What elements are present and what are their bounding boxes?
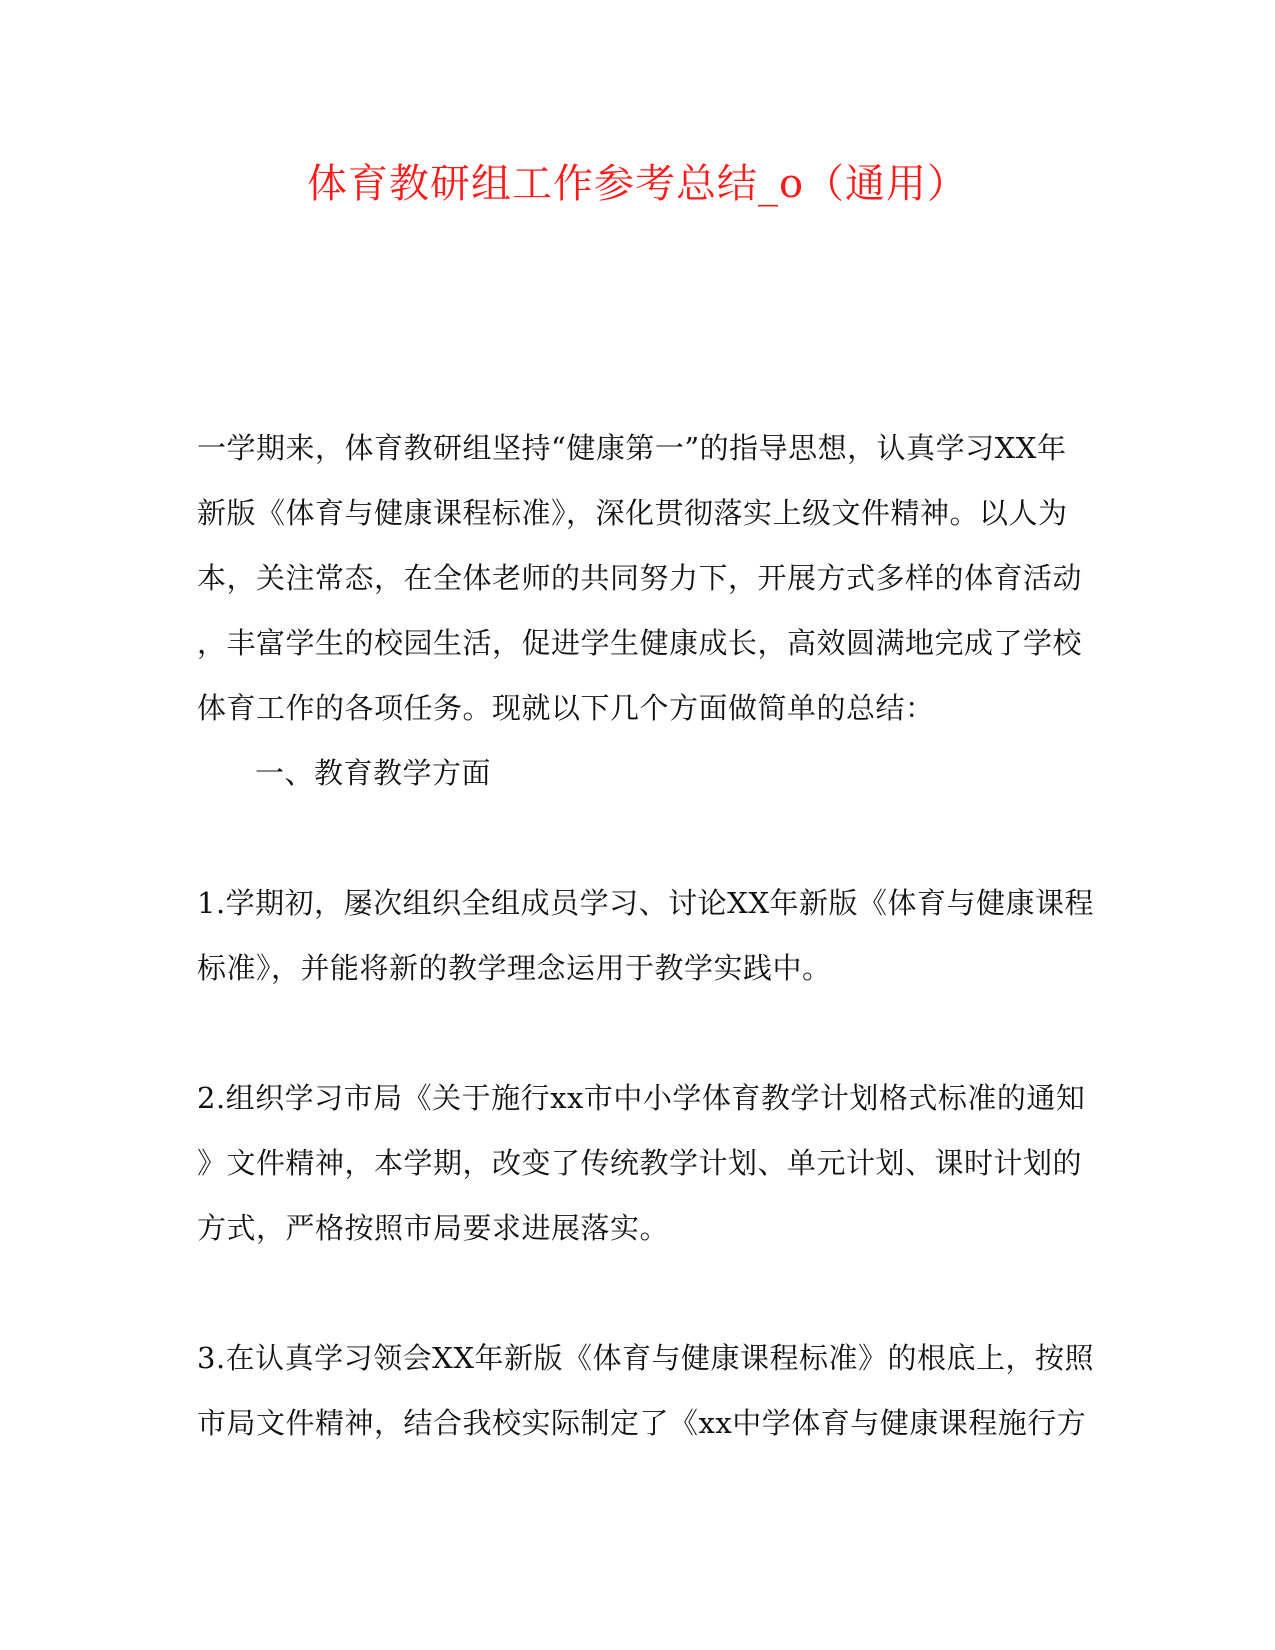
item-2-line: 2.组织学习市局《关于施行xx市中小学体育教学计划格式标准的通知	[197, 1081, 1086, 1115]
item-1-line: 1.学期初，屡次组织全组成员学习、讨论XX年新版《体育与健康课程	[197, 886, 1094, 920]
intro-line: ，丰富学生的校园生活，促进学生健康成长，高效圆满地完成了学校	[197, 626, 1083, 660]
item-2-line: 》文件精神，本学期，改变了传统教学计划、单元计划、课时计划的	[197, 1146, 1083, 1180]
document-title: 体育教研组工作参考总结_o（通用）	[306, 161, 969, 207]
item-2-paragraph	[197, 1066, 1086, 1261]
intro-line: 一学期来，体育教研组坚持“健康第一”的指导思想，认真学习XX年	[197, 431, 1067, 465]
intro-line: 体育工作的各项任务。现就以下几个方面做简单的总结：	[197, 691, 935, 725]
intro-line: 新版《体育与健康课程标准》，深化贯彻落实上级文件精神。以人为	[197, 496, 1068, 530]
paragraph-spacer	[197, 1001, 1077, 1066]
section-heading: 一、教育教学方面	[255, 756, 492, 790]
intro-line: 本，关注常态，在全体老师的共同努力下，开展方式多样的体育活动	[197, 561, 1083, 595]
item-1-line: 标准》，并能将新的教学理念运用于教学实践中。	[197, 951, 832, 985]
paragraph-spacer	[197, 1261, 1077, 1326]
intro-paragraph	[197, 416, 1083, 741]
item-2-line: 方式，严格按照市局要求进展落实。	[197, 1211, 670, 1245]
paragraph-spacer	[197, 806, 1077, 871]
item-3-line: 3.在认真学习领会XX年新版《体育与健康课程标准》的根底上，按照	[197, 1341, 1094, 1375]
item-1-paragraph	[197, 871, 1094, 1001]
item-3-line: 市局文件精神，结合我校实际制定了《xx中学体育与健康课程施行方	[197, 1406, 1087, 1440]
item-3-paragraph	[197, 1326, 1094, 1456]
document-body	[197, 416, 1094, 1456]
